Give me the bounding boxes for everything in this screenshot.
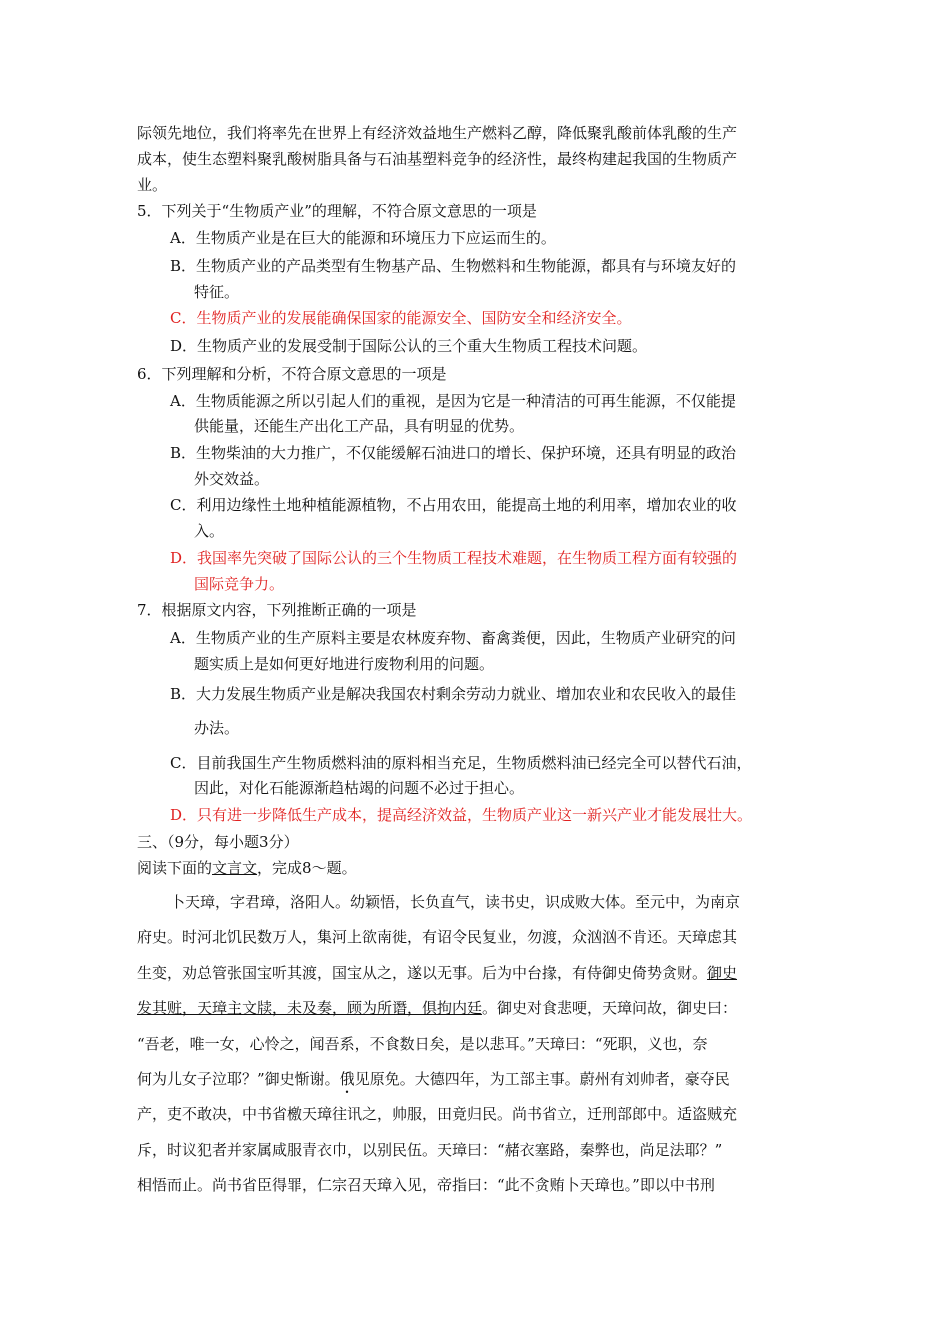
q6-option-d-line2-answer: 国际竞争力。 [194,575,285,593]
q7-option-b-line2: 办法。 [194,719,240,737]
q7-option-d-answer: D．只有进一步降低生产成本，提高经济效益，生物质产业这一新兴产业才能发展壮大。 [170,806,753,824]
passage-line-6-pre: 何为儿女子泣耶？”御史惭谢。 [137,1070,340,1088]
passage-line-2: 府史。时河北饥民数万人，集河上欲南徙，有诏令民复业，勿渡，众汹汹不肯还。天璋虑其 [137,928,738,946]
q7-stem: 7．根据原文内容，下列推断正确的一项是 [137,601,417,619]
q6-option-b-line1: B．生物柴油的大力推广，不仅能缓解石油进口的增长、保护环境，还具有明显的政治 [170,444,737,462]
q6-option-c-line1: C．利用边缘性土地种植能源植物，不占用农田，能提高土地的利用率，增加农业的收 [170,496,737,514]
q6-option-b-line2: 外交效益。 [194,470,270,488]
passage-dotted-word: 俄 [339,1070,355,1088]
passage-underlined-sentence: 发其赃，天璋主文牍，未及奏，顾为所谮，俱拘内廷 [137,999,483,1017]
passage-line-4 [137,998,737,1018]
q7-option-c-line1: C．目前我国生产生物质燃料油的原料相当充足，生物质燃料油已经完全可以替代石油， [170,754,752,772]
q5-option-a: A．生物质产业是在巨大的能源和环境压力下应运而生的。 [170,229,556,247]
q5-option-c-answer: C．生物质产业的发展能确保国家的能源安全、国防安全和经济安全。 [170,309,632,327]
section3-heading: 三、（9分，每小题3分） [137,833,299,851]
passage-line-1: 卜天璋，字君璋，洛阳人。幼颖悟，长负直气，读书史，识成败大体。至元中，为南京 [170,893,741,911]
passage-line-5: “吾老，唯一女，心怜之，闻吾系，不食数日矣，是以悲耳。”天璋曰：“死职，义也，奈 [137,1035,708,1053]
passage-line-6-post: 见原免。大德四年，为工部主事。蔚州有刘帅者，豪夺民 [354,1070,730,1088]
instruction-prefix: 阅读下面的 [137,859,213,877]
q7-option-a-line2: 题实质上是如何更好地进行废物利用的问题。 [194,655,495,673]
passage-line-6 [137,1069,730,1097]
intro-line-2: 成本，使生态塑料聚乳酸树脂具备与石油基塑料竞争的经济性，最终构建起我国的生物质产 [137,150,738,168]
q6-option-a-line2: 供能量，还能生产出化工产品，具有明显的优势。 [194,417,525,435]
q6-option-d-line1-answer: D．我国率先突破了国际公认的三个生物质工程技术难题，在生物质工程方面有较强的 [170,549,738,567]
intro-line-3: 业。 [137,176,168,194]
q7-option-a-line1: A．生物质产业的生产原料主要是农林废弃物、畜禽粪便，因此，生物质产业研究的问 [170,629,736,647]
instruction-underlined-term: 文言文 [212,859,258,877]
passage-line-8: 斥，时议犯者并家属咸服青衣巾，以别民伍。天璋曰：“赭衣塞路，秦弊也，尚足法耶？” [137,1141,723,1159]
instruction-suffix: ，完成8～题。 [257,859,357,877]
passage-line-9: 相悟而止。尚书省臣得罪，仁宗召天璋入见，帝指曰：“此不贪贿卜天璋也。”即以中书刑 [137,1176,715,1194]
passage-line-4-text: 。御史对食悲哽，天璋问故，御史曰： [482,999,738,1017]
q7-option-c-line2: 因此，对化石能源渐趋枯竭的问题不必过于担心。 [194,779,525,797]
intro-line-1: 际领先地位，我们将率先在世界上有经济效益地生产燃料乙醇，降低聚乳酸前体乳酸的生产 [137,124,738,142]
passage-underlined-sentence-start: 御史 [707,964,738,982]
passage-line-7: 产，吏不敢决，中书省檄天璋往讯之，帅服，田竟归民。尚书省立，迁刑部郎中。适盗贼充 [137,1105,738,1123]
q5-option-b-line2: 特征。 [194,283,240,301]
q5-option-b-line1: B．生物质产业的产品类型有生物基产品、生物燃料和生物能源，都具有与环境友好的 [170,257,737,275]
q7-option-b-line1: B．大力发展生物质产业是解决我国农村剩余劳动力就业、增加农业和农民收入的最佳 [170,685,737,703]
section3-instruction [137,858,357,878]
passage-line-3-text: 生变，劝总管张国宝听其渡，国宝从之，遂以无事。后为中台掾，有侍御史倚势贪财。 [137,964,708,982]
q6-stem: 6．下列理解和分析，不符合原文意思的一项是 [137,365,447,383]
passage-line-3 [137,963,737,983]
q5-option-d: D．生物质产业的发展受制于国际公认的三个重大生物质工程技术问题。 [170,337,648,355]
q6-option-a-line1: A．生物质能源之所以引起人们的重视，是因为它是一种清洁的可再生能源，不仅能提 [170,392,736,410]
q6-option-c-line2: 入。 [194,522,225,540]
q5-stem: 5．下列关于“生物质产业”的理解，不符合原文意思的一项是 [137,202,537,220]
